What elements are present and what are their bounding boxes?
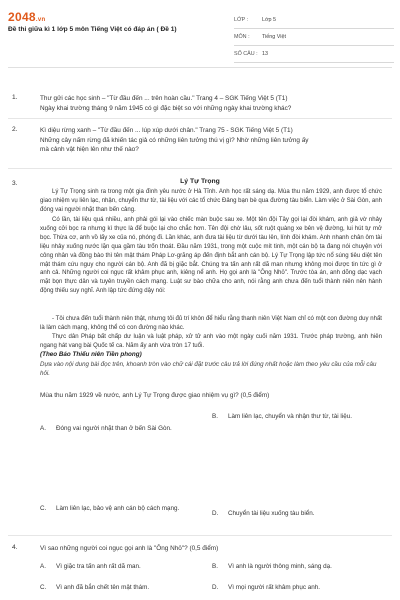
question-3-text: Mùa thu năm 1929 về nước, anh Lý Tự Trọng được giao nhiệm vụ gì? (0,5 điểm) [40,392,270,399]
info-value: Tiếng Việt [262,34,286,40]
option-letter: A. [40,425,46,432]
story-paragraph: Lý Tự Trọng sinh ra trong một gia đình yêu nước ở Hà Tĩnh. Anh học rất sáng dạ. Mùa thu năm 1929, anh được tổ chức giao nhiệm vụ liên lạc, nhận, chuyển thư từ, tài liệu với các tổ chức Đảng bạn bè qua đường tàu biển. Làm việc ở Sài Gòn, anh đóng vai người nhặt than bến cảng. [40,189,382,213]
question-number: 3. [12,180,18,187]
story-paragraph: - Tôi chưa đến tuổi thành niên thật, nhưng tôi đủ trí khôn để hiểu rằng thanh niên Việt Nam chỉ có một con đường duy nhất là làm cách mạng, không thể có con đường nào khác. [40,316,382,331]
question-4-text: Vì sao những người coi ngục gọi anh là "Ông Nhỏ"? (0,5 điểm) [40,545,219,552]
info-label: SỐ CÂU : [234,51,258,57]
question-number: 4. [12,544,18,551]
option-text: Làm liên lạc, bảo vệ anh cán bộ cách mạng. [56,505,180,512]
answer-option[interactable] [40,504,195,513]
info-row-subject [234,29,394,46]
info-row-class [234,12,394,29]
question-2-text [40,126,380,155]
answer-option[interactable] [212,562,372,571]
site-logo[interactable]: 2048.vn [8,10,46,24]
option-text: Làm liên lạc, chuyển và nhận thư từ, tài liệu. [228,413,352,420]
question-line: Kì diệu rừng xanh – "Từ đầu đến ... lúp xúp dưới chân." Trang 75 - SGK Tiếng Việt 5 (T1) [40,127,293,134]
option-text: Vì giặc tra tấn anh rất dã man. [56,563,141,570]
question-1-text [40,94,380,113]
option-letter: B. [212,563,218,570]
option-text: Chuyển tài liệu xuống tàu biển. [228,510,315,517]
option-letter: D. [212,584,219,591]
answer-option[interactable] [40,583,200,592]
question-number: 1. [12,94,18,101]
option-letter: C. [40,584,47,591]
story-source: (Theo Báo Thiếu niên Tiền phong) [40,351,142,358]
info-value: 13 [262,51,268,57]
story-title: Lý Tự Trọng [180,178,220,185]
question-line: mà cảnh vật hiện lên như thế nào? [40,146,139,154]
info-label: MÔN : [234,34,250,40]
question-number: 2. [12,126,18,133]
question-line: Thư gửi các học sinh – "Từ đầu đến ... trên hoàn cầu." Trang 4 – SGK Tiếng Việt 5 (T1) [40,95,288,102]
info-row-question-count [234,46,394,63]
option-letter: B. [212,413,218,420]
option-letter: A. [40,563,46,570]
answer-option[interactable] [40,424,200,433]
answer-options [40,412,380,532]
header-divider [8,67,392,68]
answer-option[interactable] [40,562,200,571]
answer-options [40,560,380,596]
option-text: Vì anh đã bắn chết tên mật thám. [56,584,150,591]
option-letter: D. [212,510,219,517]
header [8,10,392,62]
option-text: Đóng vai người nhặt than ở bến Sài Gòn. [56,425,172,432]
question-line: Ngày khai trường tháng 9 năm 1945 có gì đặc biệt so với những ngày khai trường khác? [40,104,292,112]
question-divider [8,118,392,119]
answer-option[interactable] [212,412,367,421]
info-label: LỚP : [234,17,249,23]
question-divider [8,535,392,536]
answer-option[interactable] [212,583,372,592]
option-text: Vì anh là người thông minh, sáng dạ. [228,563,332,570]
story-paragraph: Có lần, tài liệu quá nhiều, anh phải gói lại vào chiếc màn buộc sau xe. Một tên đội Tây gọi lại đòi khám, anh giả vờ nhảy xuống cởi bọc ra nhưng kì thực là để buộc lại cho chắc hơn. Tên đội chờ lâu, sốt ruột quàng xe bên vệ đường, lui hút tự mở bọc. Thừa cơ, anh vồ lấy xe của nó, phóng đi. Lần khác, anh đưa tài liệu từ dưới tàu lên, lính đòi khám. Anh nhanh chân ôm tài liệu nhảy xuống nước lặn qua gầm tàu trốn thoát. Đầu năm 1931, trong một cuộc mít tinh, một cán bộ ta đang nói chuyện với công nhân và đồng bào thì tên mật thám Pháp Lơ-grăng áp đến định bắt anh cán bộ. Lý Tự Trọng lập tức nổ súng tiêu diệt tên mật thám cứu nguy cho người cán bộ. Anh đã bị giặc bắt. Chúng tra tấn anh rất dã man nhưng không moi được tin tức gì ở anh cả. Những người coi ngục rất khâm phục anh, kiêng nể anh. Họ gọi anh là "Ông Nhỏ". Trước tòa án, anh dõng dạc vạch mặt bọn thực dân và tuyên truyền cách mạng. Luật sư bào chữa cho anh, nói rằng anh chưa đến tuổi thành niên nên hành động thiếu suy nghĩ. Anh lập tức đứng dậy nói: [40,217,382,295]
page-title: Đề thi giữa kì 1 lớp 5 môn Tiếng Việt có đáp án ( Đề 1) [8,26,177,33]
option-text: Vì mọi người rất khâm phục anh. [228,584,320,591]
info-value: Lớp 5 [262,17,277,23]
question-divider [8,168,392,169]
question-line: Những cây nấm rừng đã khiến tác giả có những liên tưởng thú vị gì? Nhờ những liên tưởng ấy [40,136,309,144]
exam-info-table [234,12,394,63]
story-paragraph: Thực dân Pháp bất chấp dư luận và luật pháp, xử tử anh vào một ngày cuối năm 1931. Trước pháp trường, anh hiên ngang hát vang bài Quốc tế ca. Năm ấy anh vừa tròn 17 tuổi. [40,334,382,349]
option-letter: C. [40,505,47,512]
answer-option[interactable] [212,509,372,518]
instruction-text: Dựa vào nội dung bài đọc trên, khoanh tròn vào chữ cái đặt trước câu trả lời đúng nhất hoặc làm theo yêu cầu của mỗi câu hỏi. [40,361,377,377]
